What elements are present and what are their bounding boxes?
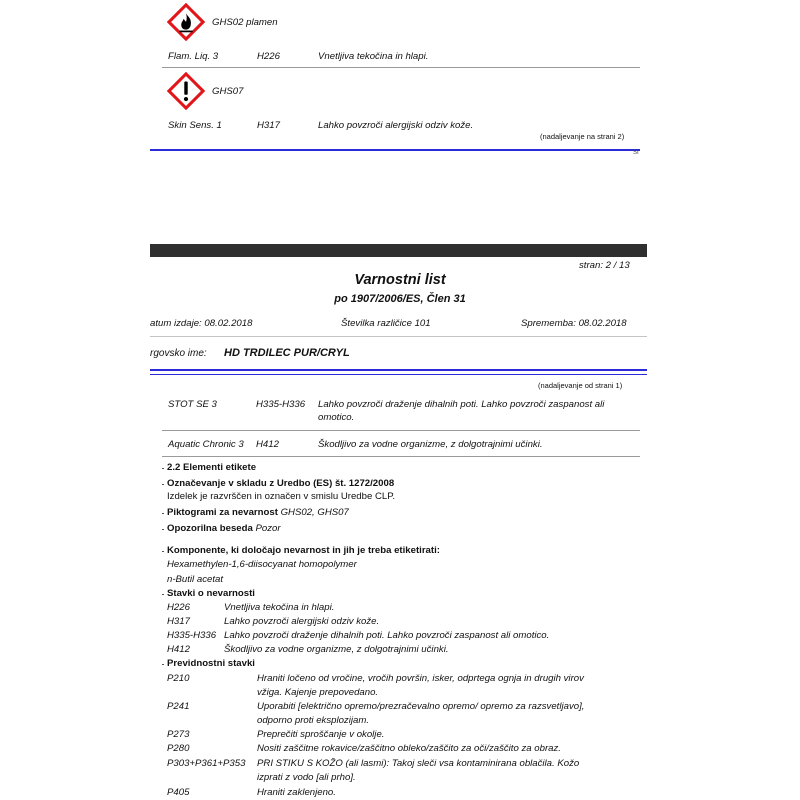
class-cell: Aquatic Chronic 3 bbox=[168, 439, 244, 450]
divider bbox=[162, 67, 640, 68]
bullet bbox=[162, 468, 164, 469]
prev-class: Flam. Liq. 3 bbox=[168, 51, 219, 62]
bullet bbox=[162, 529, 164, 530]
precaution-code: P241 bbox=[167, 701, 190, 712]
trade-name-label: rgovsko ime: bbox=[150, 348, 207, 359]
page-end-rule bbox=[150, 149, 640, 151]
header-rule bbox=[150, 374, 647, 375]
prev-code: H226 bbox=[257, 51, 280, 62]
components-title: Komponente, ki določajo nevarnost in jih je treba etiketirati: bbox=[167, 545, 440, 556]
trade-name: HD TRDILEC PUR/CRYL bbox=[224, 347, 350, 359]
lang-mark: SI bbox=[633, 150, 639, 156]
bullet bbox=[162, 594, 164, 595]
precaution-text: vžiga. Kajenje prepovedano. bbox=[257, 687, 379, 698]
bullet bbox=[162, 664, 164, 665]
hazard-title: Stavki o nevarnosti bbox=[167, 588, 255, 599]
text-cell: Škodljivo za vodne organizme, z dolgotrajnimi učinki. bbox=[318, 439, 543, 450]
version-number: Številka različice 101 bbox=[341, 318, 431, 329]
prev-text: Lahko povzroči alergijski odziv kože. bbox=[318, 120, 474, 131]
revision-date: Sprememba: 08.02.2018 bbox=[521, 318, 627, 329]
precaution-code: P303+P361+P353 bbox=[167, 758, 246, 769]
page-subtitle: po 1907/2006/ES, Člen 31 bbox=[334, 293, 466, 305]
prev-text: Vnetljiva tekočina in hlapi. bbox=[318, 51, 429, 62]
page-top-bar bbox=[150, 244, 647, 257]
precaution-code: P405 bbox=[167, 787, 190, 798]
header-rule bbox=[150, 369, 647, 371]
divider bbox=[162, 430, 640, 431]
hazard-code: H412 bbox=[167, 644, 190, 655]
pictograms-line: Piktogrami za nevarnost GHS02, GHS07 bbox=[167, 507, 349, 518]
issue-date: atum izdaje: 08.02.2018 bbox=[150, 318, 253, 329]
precaution-text: izprati z vodo [ali prho]. bbox=[257, 772, 356, 783]
precaution-text: Preprečiti sproščanje v okolje. bbox=[257, 729, 385, 740]
bullet bbox=[162, 551, 164, 552]
precaution-code: P280 bbox=[167, 743, 190, 754]
continued-note: (nadaljevanje od strani 1) bbox=[538, 381, 623, 390]
divider bbox=[162, 456, 640, 457]
text-cell: Lahko povzroči draženje dihalnih poti. Lahko povzroči zaspanost ali bbox=[318, 399, 605, 410]
hazard-code: H317 bbox=[167, 616, 190, 627]
precaution-text: Nositi zaščitne rokavice/zaščitno obleko/zaščito za oči/zaščito za obraz. bbox=[257, 743, 561, 754]
signal-word-line: Opozorilna beseda Pozor bbox=[167, 523, 281, 534]
precaution-title: Previdnostni stavki bbox=[167, 658, 255, 669]
precaution-text: Hraniti ločeno od vročine, vročih površin, isker, odprtega ognja in drugih virov bbox=[257, 673, 584, 684]
section-title: 2.2 Elementi etikete bbox=[167, 462, 257, 473]
code-cell: H335-H336 bbox=[256, 399, 306, 410]
hazard-text: Škodljivo za vodne organizme, z dolgotrajnimi učinki. bbox=[224, 644, 449, 655]
flame-icon bbox=[167, 3, 205, 41]
prev-pictogram-code: GHS02 plamen bbox=[212, 17, 278, 28]
code-cell: H412 bbox=[256, 439, 279, 450]
hazard-text: Lahko povzroči draženje dihalnih poti. Lahko povzroči zaspanost ali omotico. bbox=[224, 630, 550, 641]
hazard-code: H335-H336 bbox=[167, 630, 217, 641]
precaution-text: odporno proti eksplozijam. bbox=[257, 715, 369, 726]
prev-code: H317 bbox=[257, 120, 280, 131]
bullet bbox=[162, 484, 164, 485]
component-item: Hexamethylen-1,6-diisocyanat homopolymer bbox=[167, 559, 357, 570]
precaution-text: Hraniti zaklenjeno. bbox=[257, 787, 336, 798]
hazard-text: Lahko povzroči alergijski odziv kože. bbox=[224, 616, 380, 627]
class-cell: STOT SE 3 bbox=[168, 399, 217, 410]
precaution-code: P273 bbox=[167, 729, 190, 740]
exclamation-icon bbox=[167, 72, 205, 110]
precaution-text: Uporabiti [električno opremo/prezračevalno opremo/ opremo za razsvetljavo], bbox=[257, 701, 585, 712]
page-title: Varnostni list bbox=[354, 272, 446, 288]
bullet bbox=[162, 513, 164, 514]
precaution-code: P210 bbox=[167, 673, 190, 684]
precaution-text: PRI STIKU S KOŽO (ali lasmi): Takoj sleči vsa kontaminirana oblačila. Kožo bbox=[257, 758, 580, 769]
divider bbox=[150, 336, 647, 337]
text-cell: omotico. bbox=[318, 412, 355, 423]
page-number: stran: 2 / 13 bbox=[579, 260, 630, 271]
hazard-code: H226 bbox=[167, 602, 190, 613]
continued-note: (nadaljevanje na strani 2) bbox=[540, 132, 625, 141]
labelling-text: Izdelek je razvrščen in označen v smislu Uredbe CLP. bbox=[167, 491, 396, 502]
component-item: n-Butil acetat bbox=[167, 574, 223, 585]
labelling-title: Označevanje v skladu z Uredbo (ES) št. 1272/2008 bbox=[167, 478, 395, 489]
hazard-text: Vnetljiva tekočina in hlapi. bbox=[224, 602, 335, 613]
prev-class: Skin Sens. 1 bbox=[168, 120, 222, 131]
prev-pictogram-code: GHS07 bbox=[212, 86, 244, 97]
